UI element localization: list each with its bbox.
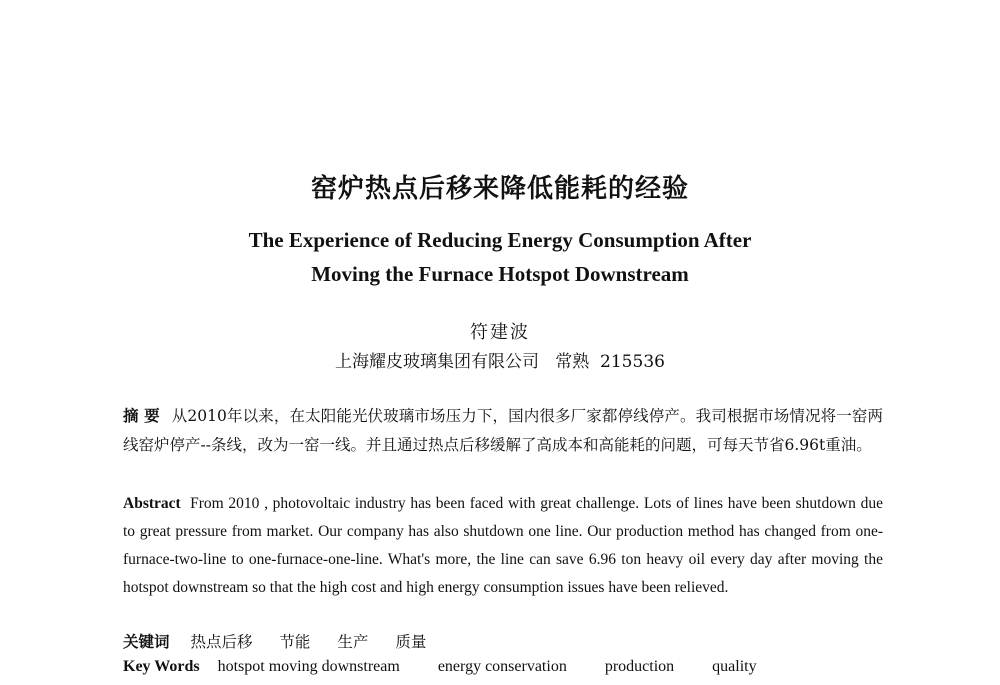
abstract-chinese <box>123 402 883 460</box>
keywords-english-label: Key Words <box>123 658 200 675</box>
abstract-english-label: Abstract <box>123 495 181 512</box>
keyword-cn-item: 热点后移 <box>190 633 253 651</box>
keyword-cn-item: 生产 <box>337 633 369 651</box>
title-chinese: 窑炉热点后移来降低能耗的经验 <box>310 174 689 204</box>
abstract-chinese-label: 摘 要 <box>123 407 160 425</box>
author-affiliation: 上海耀皮玻璃集团有限公司 常熟 215536 <box>335 352 665 372</box>
keyword-cn-item: 质量 <box>395 633 427 651</box>
keyword-cn-item: 节能 <box>279 633 311 651</box>
keyword-en-item: quality <box>712 658 757 675</box>
abstract-english <box>123 490 883 602</box>
keyword-en-item: energy conservation <box>437 658 567 675</box>
keyword-en-item: hotspot moving downstream <box>217 658 400 675</box>
keywords-chinese-label: 关键词 <box>123 633 170 651</box>
keyword-en-item: production <box>604 658 675 675</box>
abstract-chinese-text: 从2010年以来，在太阳能光伏玻璃市场压力下，国内很多厂家都停线停产。我司根据市场情况将一窑两线窑炉停产--条线，改为一窑一线。并且通过热点后移缓解了高成本和高能耗的问题，可每天节省6.96t重油。 <box>123 407 883 454</box>
keywords-english <box>123 658 883 676</box>
keywords-chinese <box>123 630 883 652</box>
title-english-line-2: Moving the Furnace Hotspot Downstream <box>311 262 689 286</box>
abstract-english-text: From 2010 , photovoltaic industry has been faced with great challenge. Lots of lines have been shutdown due to great pressure from market. Our company has also shutdown one line. Our production method has changed from one-furnace-two-line to one-furnace-one-line. What's more, the line can save 6.96 ton heavy oil every day after moving the hotspot downstream so that the high cost and high energy consumption issues have been relieved. <box>123 495 883 596</box>
author-name: 符建波 <box>470 322 530 343</box>
title-english-line-1: The Experience of Reducing Energy Consumption After <box>248 228 752 252</box>
